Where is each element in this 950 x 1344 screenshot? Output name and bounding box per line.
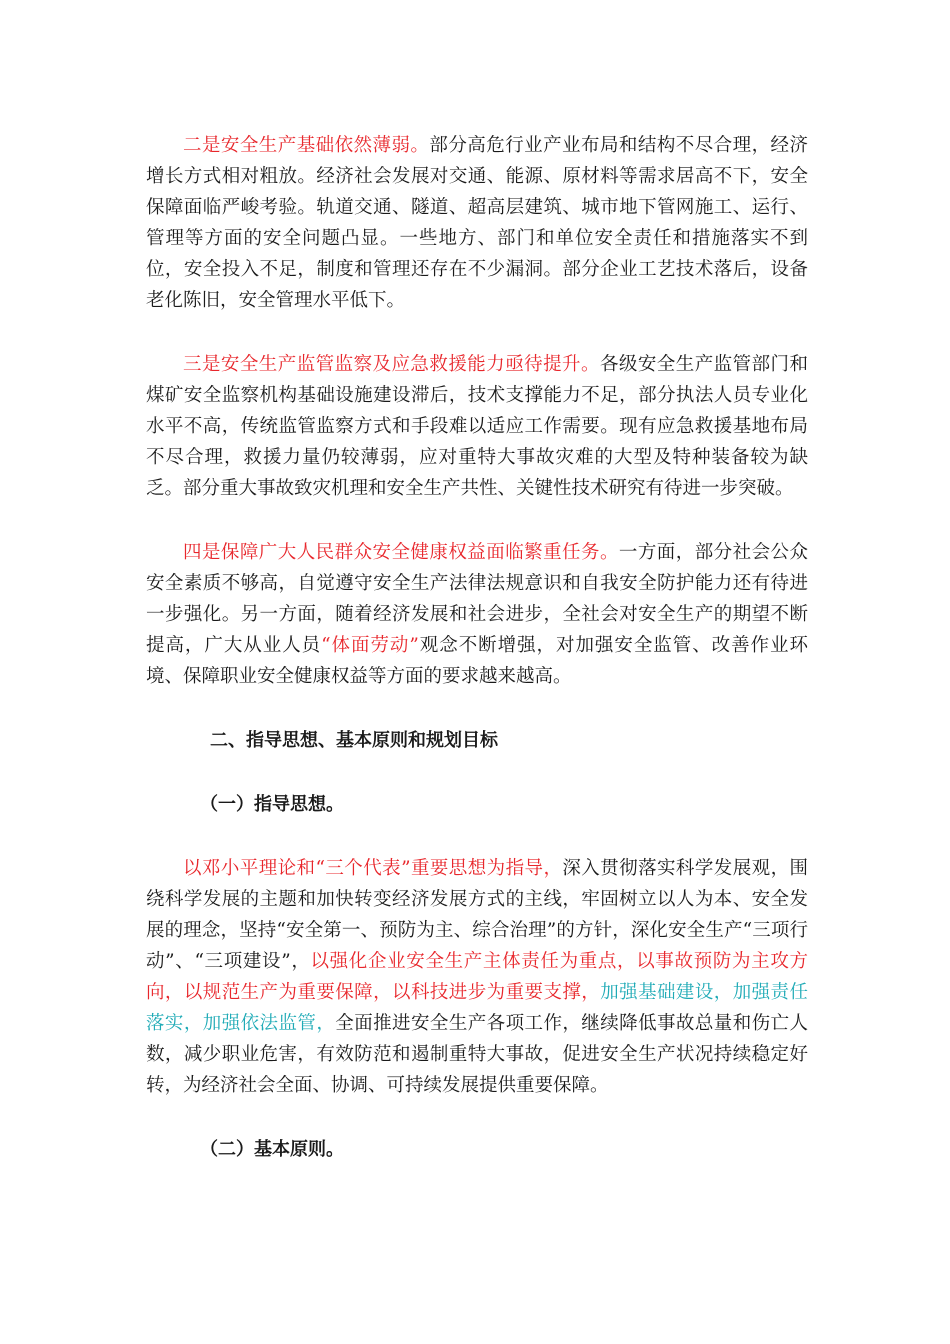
paragraph-supervision-capacity <box>146 349 808 504</box>
document-page <box>146 130 808 1198</box>
paragraph-body: 全面推进安全生产各项工作，继续降低事故总量和伤亡人数，减少职业危害，有效防范和遏制重特大事故，促进安全生产状况持续稳定好转，为经济社会全面、协调、可持续发展提供重要保障。 <box>146 1013 808 1096</box>
paragraph-body: 一方面，部分社会公众安全素质不够高，自觉遵守安全生产法律法规意识和自我安全防护能力还有待进一步强化。另一方面，随着经济发展和社会进步，全社会对安全生产的期望不断提高，广大从业人员 <box>146 542 808 656</box>
paragraph-lead-highlight: 二是安全生产基础依然薄弱。 <box>183 135 430 156</box>
inline-highlight: “体面劳动” <box>321 635 419 656</box>
section-heading: 二、指导思想、基本原则和规划目标 <box>210 730 498 751</box>
paragraph-public-safety-rights <box>146 537 808 692</box>
paragraph-guiding-thought <box>146 853 808 1101</box>
inline-highlight: 以邓小平理论和“三个代表”重要思想为指导， <box>183 858 563 879</box>
inline-highlight: 以强化企业安全生产主体责任为重点，以事故预防为主攻方向，以规范生产为重要保障，以科技进步为重要支撑， <box>146 951 808 1003</box>
subsection-heading-guiding-thought: （一）指导思想。 <box>200 794 344 815</box>
paragraph-body: 观念不断增强，对加强安全监管、改善作业环境、保障职业安全健康权益等方面的要求越来越高。 <box>146 635 808 687</box>
paragraph-lead-highlight: 三是安全生产监管监察及应急救援能力亟待提升。 <box>183 354 600 375</box>
paragraph-body: 各级安全生产监管部门和煤矿安全监察机构基础设施建设滞后，技术支撑能力不足，部分执法人员专业化水平不高，传统监管监察方式和手段难以适应工作需要。现有应急救援基地布局不尽合理，救援力量仍较薄弱，应对重特大事故灾难的大型及特种装备较为缺乏。部分重大事故致灾机理和安全生产共性、关键性技术研究有待进一步突破。 <box>146 354 808 499</box>
subsection-heading-basic-principles: （二）基本原则。 <box>200 1139 344 1160</box>
paragraph-body: 深入贯彻落实科学发展观，围绕科学发展的主题和加快转变经济发展方式的主线，牢固树立以人为本、安全发展的理念，坚持“安全第一、预防为主、综合治理”的方针，深化安全生产“三项行动”、“三项建设”， <box>146 858 808 972</box>
paragraph-foundation-weak <box>146 130 808 316</box>
paragraph-lead-highlight: 四是保障广大人民群众安全健康权益面临繁重任务。 <box>183 542 619 563</box>
paragraph-body: 部分高危行业产业布局和结构不尽合理，经济增长方式相对粗放。经济社会发展对交通、能源、原材料等需求居高不下，安全保障面临严峻考验。轨道交通、隧道、超高层建筑、城市地下管网施工、运行、管理等方面的安全问题凸显。一些地方、部门和单位安全责任和措施落实不到位，安全投入不足，制度和管理还存在不少漏洞。部分企业工艺技术落后，设备老化陈旧，安全管理水平低下。 <box>146 135 808 311</box>
inline-highlight-teal: 加强基础建设，加强责任落实，加强依法监管， <box>146 982 808 1034</box>
